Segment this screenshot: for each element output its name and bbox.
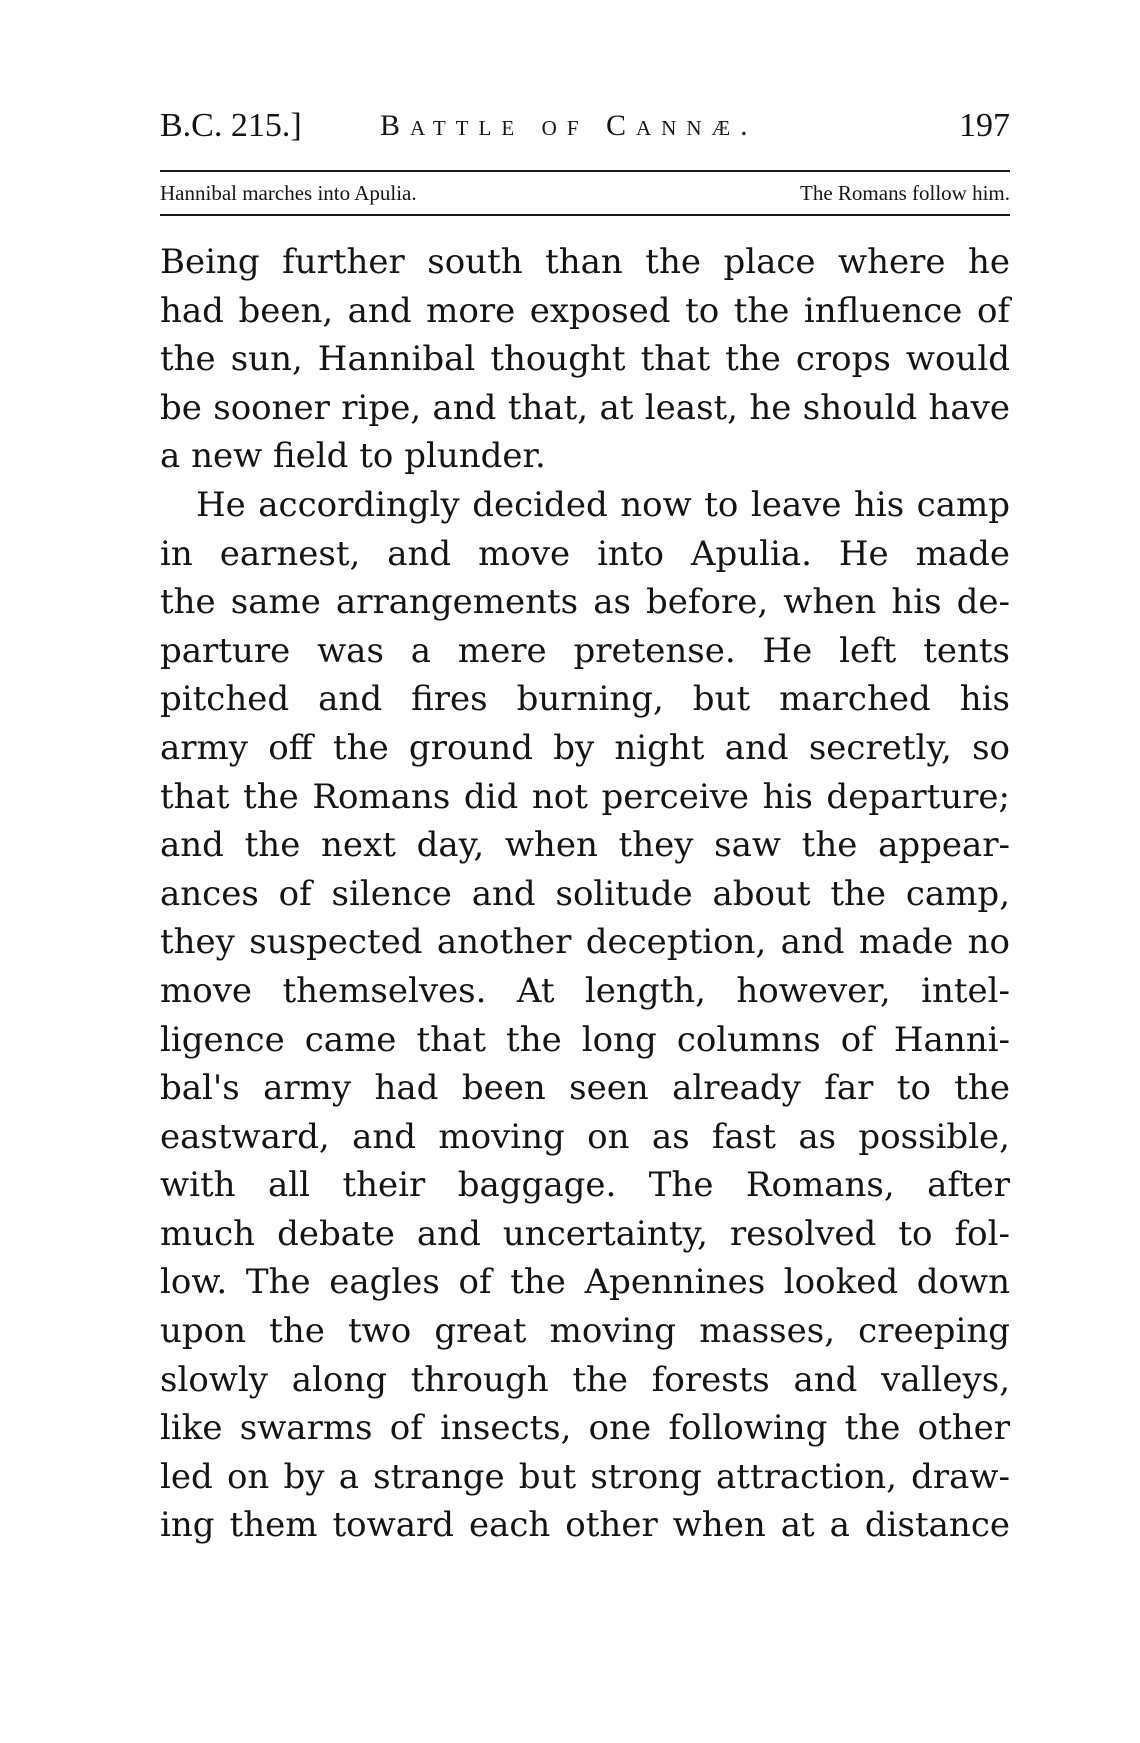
text-line: they suspected another deception, and made no: [160, 922, 1010, 963]
text-line: that the Romans did not perceive his departure;: [160, 776, 1010, 817]
subhead-right: The Romans follow him.: [800, 181, 1010, 205]
side-headings: [160, 172, 1010, 214]
page-number: 197: [959, 107, 1010, 144]
text-line: bal's army had been seen already far to the: [160, 1068, 1010, 1109]
text-line: ligence came that the long columns of Hanni-: [160, 1019, 1010, 1060]
text-line: had been, and more exposed to the influence of: [160, 290, 1010, 331]
text-line: slowly along through the forests and valleys,: [160, 1359, 1010, 1400]
text-line: a new field to plunder.: [160, 436, 546, 477]
text-line: like swarms of insects, one following the other: [160, 1408, 1010, 1449]
text-line: ances of silence and solitude about the camp,: [160, 873, 1010, 914]
header-date: B.C. 215.]: [160, 107, 302, 144]
body-text: [160, 238, 1010, 1550]
text-line: upon the two great moving masses, creeping: [160, 1311, 1010, 1352]
text-line: parture was a mere pretense. He left tents: [160, 630, 1010, 671]
header-title: Battle of Cannæ.: [380, 109, 758, 142]
text-line: the same arrangements as before, when his de-: [160, 582, 1010, 623]
subhead-left: Hannibal marches into Apulia.: [160, 181, 417, 205]
text-line: in earnest, and move into Apulia. He made: [160, 533, 1010, 574]
text-line: pitched and fires burning, but marched his: [160, 679, 1010, 720]
text-line: much debate and uncertainty, resolved to fol-: [160, 1213, 1010, 1254]
text-line: low. The eagles of the Apennines looked down: [160, 1262, 1010, 1303]
header-rule-bottom: [160, 214, 1010, 216]
text-line: Being further south than the place where he: [160, 242, 1010, 282]
text-line: army off the ground by night and secretly, so: [160, 727, 1010, 768]
text-line: ing them toward each other when at a distance: [160, 1505, 1010, 1546]
text-line: He accordingly decided now to leave his camp: [196, 484, 1010, 525]
text-line: the sun, Hannibal thought that the crops would: [160, 339, 1010, 380]
text-line: be sooner ripe, and that, at least, he should have: [160, 387, 1010, 428]
text-line: and the next day, when they saw the appear-: [160, 825, 1010, 866]
book-page: [160, 96, 1010, 1550]
text-line: eastward, and moving on as fast as possible,: [160, 1116, 1010, 1157]
running-header: [160, 96, 1010, 156]
text-line: led on by a strange but strong attraction, draw-: [160, 1456, 1010, 1497]
text-line: move themselves. At length, however, intel-: [160, 970, 1010, 1011]
text-line: with all their baggage. The Romans, after: [160, 1165, 1010, 1206]
